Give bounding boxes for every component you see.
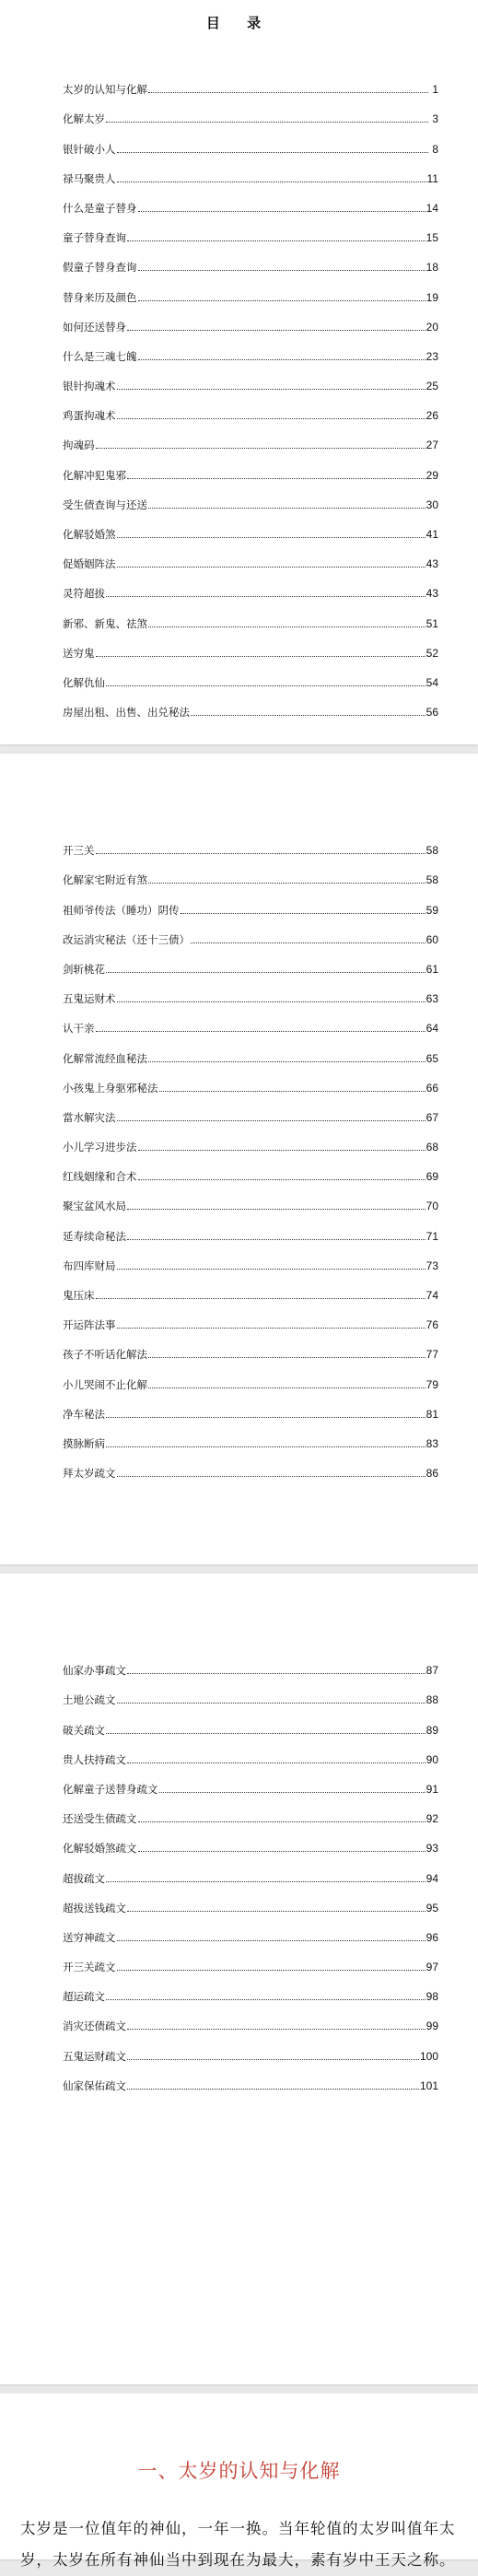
toc-entry-page-number: 8: [432, 142, 438, 156]
toc-leader-dots: [117, 567, 426, 568]
toc-entry[interactable]: [63, 156, 438, 185]
toc-leader-dots: [127, 1239, 426, 1240]
toc-entry-label: 五鬼运财疏文: [63, 2049, 126, 2063]
toc-entry-page-number: 99: [426, 2020, 438, 2033]
toc-entry-label: 灵符超拔: [63, 587, 105, 601]
toc-entry-page-number: 71: [426, 1229, 438, 1243]
toc-entry-page-number: 98: [426, 1990, 438, 2004]
toc-entry[interactable]: [63, 946, 438, 976]
toc-entry-label: 當水解灾法: [63, 1110, 116, 1124]
toc-entry-label: 小儿哭闹不止化解: [63, 1377, 147, 1391]
toc-leader-dots: [117, 1476, 426, 1477]
toc-leader-dots: [106, 972, 426, 973]
toc-entry-label: 布四库财局: [63, 1259, 116, 1272]
toc-leader-dots: [106, 596, 426, 597]
toc-entry-page-number: 1: [432, 83, 438, 97]
toc-list: [63, 827, 438, 1480]
toc-entry-label: 延寿续命秘法: [63, 1229, 126, 1243]
toc-entry-label: 土地公疏文: [63, 1693, 116, 1707]
toc-entry-page-number: 97: [426, 1961, 438, 1974]
toc-entry[interactable]: [63, 215, 438, 244]
toc-leader-dots: [148, 883, 426, 884]
toc-entry-page-number: 83: [426, 1436, 438, 1450]
toc-leader-dots: [117, 181, 426, 182]
toc-entry[interactable]: [63, 886, 438, 916]
toc-leader-dots: [106, 1733, 426, 1734]
toc-entry[interactable]: [63, 1885, 438, 1914]
toc-entry-label: 超拔疏文: [63, 1871, 105, 1885]
toc-leader-dots: [148, 92, 428, 93]
toc-entry-label: 假童子替身查询: [63, 261, 137, 275]
toc-leader-dots: [96, 448, 426, 449]
toc-entry-label: 仙家保佑疏文: [63, 2078, 126, 2092]
toc-entry-label: 孩子不听话化解法: [63, 1348, 147, 1362]
toc-leader-dots: [127, 1762, 426, 1763]
toc-entry-page-number: 90: [426, 1752, 438, 1766]
toc-leader-dots: [106, 685, 426, 686]
toc-leader-dots: [138, 1851, 426, 1852]
toc-entry-page-number: 52: [426, 646, 438, 660]
toc-entry-label: 新邪、新鬼、祛煞: [63, 616, 147, 630]
toc-list: [63, 1647, 438, 2092]
toc-entry-page-number: 56: [426, 706, 438, 720]
toc-entry-page-number: 18: [426, 261, 438, 275]
toc-entry-label: 消灾还债疏文: [63, 2020, 126, 2033]
toc-entry-page-number: 95: [426, 1901, 438, 1914]
toc-entry-page-number: 58: [426, 873, 438, 887]
toc-entry[interactable]: [63, 451, 438, 481]
toc-entry[interactable]: [63, 274, 438, 303]
toc-leader-dots: [106, 1446, 426, 1447]
toc-entry[interactable]: [63, 422, 438, 451]
toc-entry-label: 认干亲: [63, 1022, 95, 1036]
toc-entry-label: 银针破小人: [63, 142, 116, 156]
toc-leader-dots: [117, 1001, 426, 1002]
toc-entry-label: 如何还送替身: [63, 320, 126, 334]
toc-entry-page-number: 86: [426, 1467, 438, 1481]
toc-entry[interactable]: [63, 1391, 438, 1421]
toc-entry-page-number: 81: [426, 1407, 438, 1421]
toc-leader-dots: [117, 1269, 426, 1270]
toc-entry[interactable]: [63, 1973, 438, 2003]
toc-entry-page-number: 15: [426, 231, 438, 245]
toc-entry[interactable]: [63, 185, 438, 215]
toc-entry-label: 促婚姻阵法: [63, 557, 116, 571]
toc-entry[interactable]: [63, 1065, 438, 1095]
toc-leader-dots: [127, 2059, 419, 2060]
toc-leader-dots: [117, 1940, 426, 1941]
toc-leader-dots: [148, 1357, 426, 1358]
toc-entry[interactable]: [63, 1421, 438, 1450]
toc-leader-dots: [138, 359, 426, 360]
toc-list: [63, 66, 438, 719]
toc-leader-dots: [127, 330, 426, 331]
toc-entry[interactable]: [63, 363, 438, 392]
toc-entry-label: 化解常流经血秘法: [63, 1051, 147, 1065]
toc-page-2: [0, 754, 478, 1564]
toc-entry-page-number: 88: [426, 1693, 438, 1707]
toc-leader-dots: [117, 1703, 426, 1704]
toc-entry[interactable]: [63, 1302, 438, 1331]
toc-entry-page-number: 29: [426, 468, 438, 482]
toc-leader-dots: [127, 2029, 426, 2030]
toc-entry-page-number: 89: [426, 1723, 438, 1737]
toc-entry-label: 化解家宅附近有煞: [63, 873, 147, 887]
toc-entry[interactable]: [63, 570, 438, 600]
toc-entry-label: 开三关疏文: [63, 1961, 116, 1974]
toc-leader-dots: [148, 626, 426, 627]
toc-entry-page-number: 77: [426, 1348, 438, 1362]
toc-entry-page-number: 43: [426, 587, 438, 601]
toc-entry-label: 剑斩桃花: [63, 962, 105, 976]
toc-entry[interactable]: [63, 1944, 438, 1973]
toc-entry-label: 开三关: [63, 844, 95, 858]
toc-entry[interactable]: [63, 541, 438, 570]
chapter-body-text: 太岁是一位值年的神仙，一年一换。当年轮值的太岁叫值年太岁，太岁在所有神仙当中到现在为最大，素有岁中王天之称。: [20, 2520, 456, 2569]
toc-page-3: [0, 1574, 478, 2384]
toc-entry[interactable]: [63, 334, 438, 363]
toc-entry-label: 还送受生债疏文: [63, 1812, 137, 1826]
toc-entry[interactable]: [63, 1272, 438, 1302]
toc-entry-label: 送穷神疏文: [63, 1930, 116, 1944]
toc-entry[interactable]: [63, 1766, 438, 1796]
toc-leader-dots: [96, 1031, 426, 1032]
toc-entry[interactable]: [63, 1005, 438, 1035]
toc-entry-label: 太岁的认知与化解: [63, 83, 147, 97]
toc-leader-dots: [138, 1821, 426, 1822]
toc-entry[interactable]: [63, 2003, 438, 2032]
toc-entry-page-number: 25: [426, 380, 438, 393]
toc-entry[interactable]: [63, 1450, 438, 1480]
toc-entry[interactable]: [63, 1706, 438, 1736]
toc-leader-dots: [106, 122, 428, 123]
toc-leader-dots: [96, 853, 426, 854]
toc-entry[interactable]: [63, 66, 438, 96]
toc-leader-dots: [117, 418, 426, 419]
toc-leader-dots: [117, 537, 426, 538]
toc-leader-dots: [96, 656, 426, 657]
toc-entry[interactable]: [63, 1361, 438, 1390]
toc-entry-page-number: 76: [426, 1318, 438, 1332]
toc-entry-label: 房屋出租、出售、出兑秘法: [63, 706, 190, 720]
toc-leader-dots: [127, 1911, 426, 1912]
toc-entry[interactable]: [63, 1124, 438, 1153]
toc-entry[interactable]: [63, 304, 438, 334]
toc-entry[interactable]: [63, 1914, 438, 1944]
toc-entry-label: 化解驳婚煞: [63, 528, 116, 541]
toc-entry[interactable]: [63, 1212, 438, 1242]
toc-entry-label: 贵人扶持疏文: [63, 1752, 126, 1766]
toc-entry-page-number: 60: [426, 932, 438, 946]
toc-leader-dots: [117, 1970, 426, 1971]
toc-entry-page-number: 93: [426, 1842, 438, 1856]
toc-entry-page-number: 41: [426, 528, 438, 541]
toc-entry-page-number: 61: [426, 962, 438, 976]
toc-leader-dots: [191, 715, 426, 716]
toc-entry-page-number: 65: [426, 1051, 438, 1065]
toc-entry-label: 开运阵法事: [63, 1318, 116, 1332]
toc-leader-dots: [138, 211, 426, 212]
toc-leader-dots: [127, 2089, 419, 2090]
toc-entry[interactable]: [63, 600, 438, 629]
toc-leader-dots: [181, 913, 426, 914]
toc-entry-label: 小儿学习进步法: [63, 1141, 137, 1154]
toc-entry-page-number: 101: [419, 2078, 438, 2092]
toc-leader-dots: [117, 389, 426, 390]
toc-entry[interactable]: [63, 917, 438, 946]
toc-entry-page-number: 59: [426, 903, 438, 917]
toc-entry-page-number: 67: [426, 1110, 438, 1124]
toc-entry-label: 鸡蛋拘魂术: [63, 409, 116, 423]
toc-entry-page-number: 87: [426, 1664, 438, 1678]
toc-leader-dots: [127, 1673, 426, 1674]
toc-entry-label: 化解驳婚煞疏文: [63, 1842, 137, 1856]
toc-entry-label: 破关疏文: [63, 1723, 105, 1737]
toc-entry-page-number: 91: [426, 1782, 438, 1796]
toc-leader-dots: [127, 1209, 426, 1210]
toc-leader-dots: [117, 1120, 426, 1121]
toc-entry-page-number: 27: [426, 439, 438, 452]
toc-title: 目 录: [205, 15, 273, 31]
toc-entry[interactable]: [63, 2063, 438, 2092]
toc-leader-dots: [138, 1150, 426, 1151]
toc-entry-page-number: 30: [426, 498, 438, 511]
toc-entry[interactable]: [63, 1677, 438, 1706]
toc-entry[interactable]: [63, 1825, 438, 1855]
toc-entry-label: 什么是三魂七魄: [63, 349, 137, 363]
toc-entry-page-number: 19: [426, 290, 438, 304]
toc-entry[interactable]: [63, 1855, 438, 1884]
toc-leader-dots: [106, 1881, 426, 1882]
toc-entry-page-number: 14: [426, 201, 438, 215]
toc-entry-label: 红线姻缘和合术: [63, 1170, 137, 1184]
toc-entry-label: 化解冲犯鬼邪: [63, 468, 126, 482]
toc-leader-dots: [96, 1298, 426, 1299]
toc-entry[interactable]: [63, 1647, 438, 1677]
toc-entry-page-number: 70: [426, 1200, 438, 1213]
toc-entry-label: 摸脉断病: [63, 1436, 105, 1450]
toc-entry-page-number: 96: [426, 1930, 438, 1944]
toc-entry-label: 化解太岁: [63, 112, 105, 126]
toc-entry-label: 祖师爷传法（睡功）阴传: [63, 903, 180, 917]
toc-leader-dots: [148, 1061, 426, 1062]
toc-leader-dots: [127, 478, 426, 479]
toc-entry[interactable]: [63, 1153, 438, 1183]
toc-leader-dots: [138, 300, 426, 301]
toc-leader-dots: [106, 1999, 426, 2000]
chapter-title: 一、太岁的认知与化解: [137, 2460, 341, 2482]
chapter-page: [0, 2394, 478, 2569]
toc-entry-label: 拘魂码: [63, 439, 95, 452]
toc-entry[interactable]: [63, 2032, 438, 2062]
toc-leader-dots: [106, 1417, 426, 1418]
toc-entry-label: 小孩鬼上身驱邪秘法: [63, 1081, 158, 1095]
toc-entry-label: 禄马聚贵人: [63, 171, 116, 185]
toc-entry-label: 鬼压床: [63, 1289, 95, 1302]
toc-entry-label: 受生债查询与还送: [63, 498, 147, 511]
toc-entry-label: 超拔送钱疏文: [63, 1901, 126, 1914]
toc-entry-label: 拜太岁疏文: [63, 1467, 116, 1481]
toc-leader-dots: [159, 1792, 426, 1793]
toc-entry-page-number: 74: [426, 1289, 438, 1302]
toc-entry[interactable]: [63, 976, 438, 1005]
toc-entry-label: 化解仇仙: [63, 675, 105, 689]
toc-leader-dots: [138, 270, 426, 271]
toc-entry[interactable]: [63, 827, 438, 857]
toc-entry[interactable]: [63, 660, 438, 689]
toc-entry-label: 净车秘法: [63, 1407, 105, 1421]
toc-entry-page-number: 79: [426, 1377, 438, 1391]
toc-entry[interactable]: [63, 857, 438, 886]
toc-entry-page-number: 11: [426, 171, 438, 185]
toc-entry-label: 替身来历及颜色: [63, 290, 137, 304]
toc-entry-page-number: 69: [426, 1170, 438, 1184]
toc-entry[interactable]: [63, 244, 438, 274]
toc-entry[interactable]: [63, 125, 438, 155]
toc-leader-dots: [117, 152, 429, 153]
toc-entry-label: 送穷鬼: [63, 646, 95, 660]
toc-entry-page-number: 54: [426, 675, 438, 689]
toc-entry[interactable]: [63, 1243, 438, 1272]
toc-entry-page-number: 64: [426, 1022, 438, 1036]
toc-entry-page-number: 58: [426, 844, 438, 858]
toc-leader-dots: [127, 240, 426, 241]
toc-entry[interactable]: [63, 1183, 438, 1212]
toc-entry-page-number: 73: [426, 1259, 438, 1272]
toc-entry-page-number: 43: [426, 557, 438, 571]
toc-entry-label: 聚宝盆风水局: [63, 1200, 126, 1213]
toc-entry[interactable]: [63, 96, 438, 125]
toc-entry[interactable]: [63, 511, 438, 541]
toc-entry-page-number: 3: [432, 112, 438, 126]
toc-entry[interactable]: [63, 689, 438, 719]
toc-entry-label: 童子替身查询: [63, 231, 126, 245]
toc-entry[interactable]: [63, 630, 438, 660]
toc-entry[interactable]: [63, 1796, 438, 1825]
toc-entry-page-number: 92: [426, 1812, 438, 1826]
toc-entry-page-number: 51: [426, 616, 438, 630]
toc-entry-label: 改运消灾秘法（还十三债）: [63, 932, 190, 946]
toc-entry-label: 仙家办事疏文: [63, 1664, 126, 1678]
toc-leader-dots: [138, 1179, 426, 1180]
toc-entry-label: 超运疏文: [63, 1990, 105, 2004]
toc-entry-page-number: 26: [426, 409, 438, 423]
toc-entry[interactable]: [63, 1331, 438, 1361]
toc-entry[interactable]: [63, 482, 438, 511]
toc-entry-label: 化解童子送替身疏文: [63, 1782, 158, 1796]
toc-entry-label: 什么是童子替身: [63, 201, 137, 215]
toc-entry[interactable]: [63, 392, 438, 422]
toc-leader-dots: [159, 1091, 426, 1092]
toc-entry-page-number: 20: [426, 320, 438, 334]
toc-entry-page-number: 100: [419, 2049, 438, 2063]
toc-entry[interactable]: [63, 1737, 438, 1766]
toc-entry-label: 银针拘魂术: [63, 380, 116, 393]
toc-entry-page-number: 23: [426, 349, 438, 363]
toc-leader-dots: [117, 1328, 426, 1329]
toc-entry[interactable]: [63, 1035, 438, 1064]
toc-entry[interactable]: [63, 1095, 438, 1124]
toc-page-1: [0, 0, 478, 744]
toc-leader-dots: [148, 508, 426, 509]
toc-entry-page-number: 66: [426, 1081, 438, 1095]
toc-entry-label: 五鬼运财术: [63, 992, 116, 1006]
toc-entry-page-number: 94: [426, 1871, 438, 1885]
toc-entry-page-number: 63: [426, 992, 438, 1006]
toc-entry-page-number: 68: [426, 1141, 438, 1154]
